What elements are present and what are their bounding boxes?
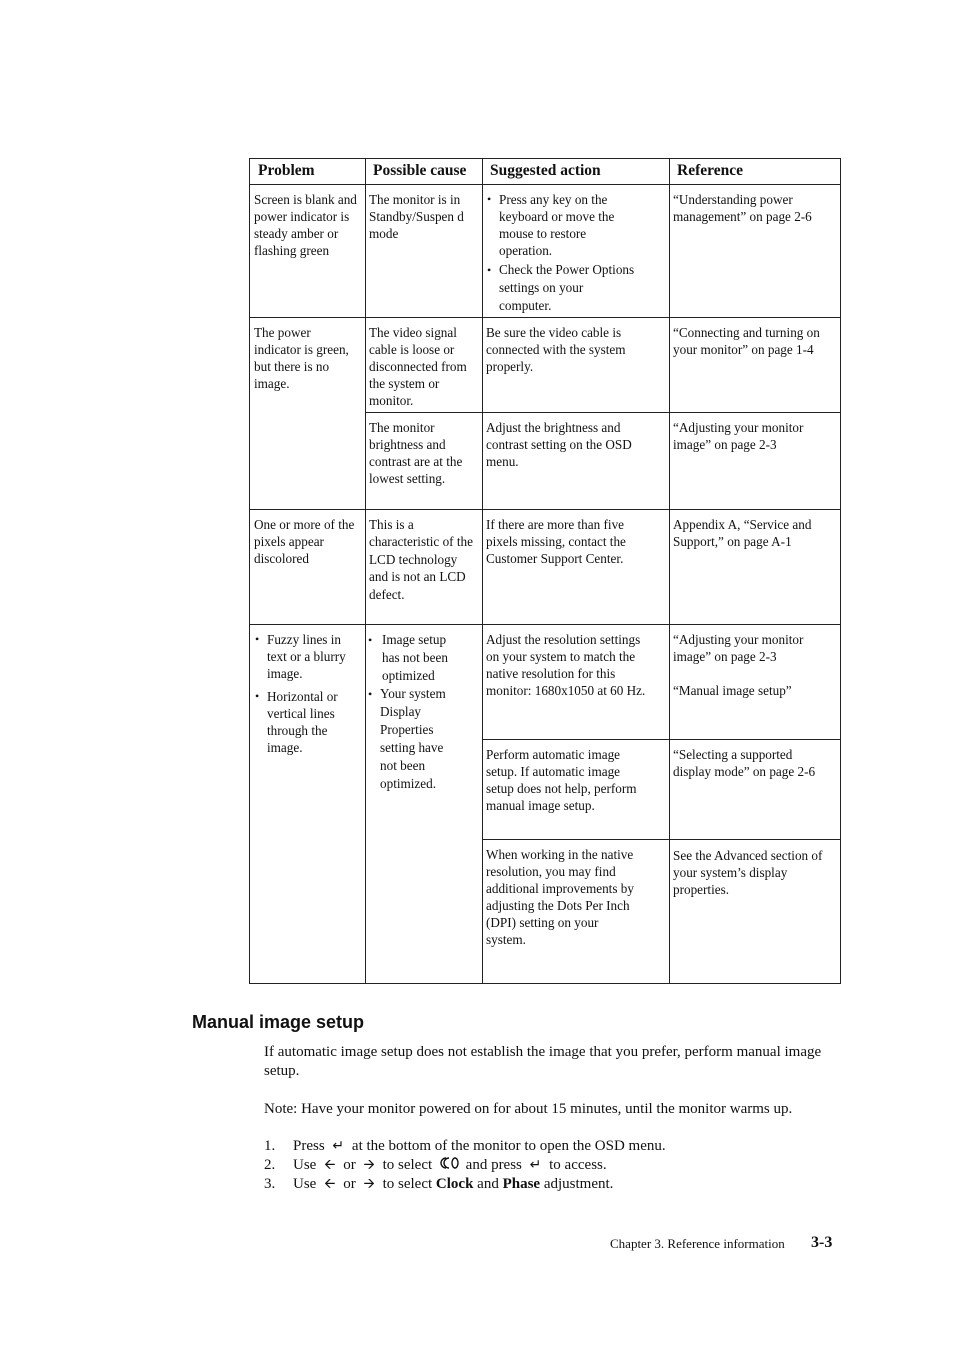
- cause-cell: The monitor is in Standby/Suspen d mode: [369, 192, 464, 241]
- problem-cell: [254, 631, 362, 756]
- troubleshooting-table: [249, 158, 841, 984]
- problem-cell: One or more of the pixels appear discolored: [254, 517, 355, 566]
- step-number: 3.: [264, 1176, 276, 1192]
- reference-cell: “Understanding power management” on page 2-6: [673, 192, 812, 224]
- reference-cell: Appendix A, “Service and Support,” on page A-1: [673, 517, 812, 549]
- step-text: to select: [382, 1157, 433, 1173]
- step-3: [264, 1175, 613, 1194]
- step-text: Use: [293, 1157, 317, 1173]
- row-divider: [482, 739, 840, 740]
- enter-key-icon: ↵: [529, 1157, 542, 1173]
- clock-term: Clock: [435, 1176, 474, 1192]
- right-arrow-icon: 🡪: [363, 1176, 375, 1192]
- step-text: adjustment.: [543, 1176, 614, 1192]
- header-problem: Problem: [258, 162, 315, 179]
- problem-cell: The power indicator is green, but there is no image.: [254, 325, 349, 391]
- row-divider: [250, 317, 840, 318]
- step-text: at the bottom of the monitor to open the OSD menu.: [351, 1138, 666, 1154]
- step-text: Press: [293, 1138, 325, 1154]
- action-cell: When working in the native resolution, you may find additional improvements by adjusting the Dots Per Inch (DPI) setting on your system.: [486, 847, 634, 947]
- step-number: 2.: [264, 1157, 276, 1173]
- section-title: Manual image setup: [192, 1012, 365, 1032]
- row-divider: [482, 839, 840, 840]
- chapter-footer: Chapter 3. Reference information: [610, 1236, 785, 1251]
- step-2: [264, 1156, 607, 1175]
- page-number: 3-3: [811, 1234, 833, 1251]
- step-text: to access.: [549, 1157, 607, 1173]
- action-cell: Adjust the brightness and contrast setting on the OSD menu.: [486, 420, 632, 469]
- action-cell: [486, 191, 636, 315]
- reference-line: “Manual image setup”: [673, 683, 792, 698]
- reference-cell: “Connecting and turning on your monitor” on page 1-4: [673, 325, 820, 357]
- problem-bullet: • Fuzzy lines in text or a blurry image.: [254, 631, 362, 682]
- header-possible-cause: Possible cause: [373, 162, 467, 179]
- step-text: to select: [382, 1176, 433, 1192]
- step-1: [264, 1137, 666, 1156]
- column-divider: [365, 159, 366, 983]
- step-text: and: [477, 1176, 499, 1192]
- row-divider: [250, 509, 840, 510]
- cause-cell: The monitor brightness and contrast are at the lowest setting.: [369, 420, 463, 486]
- enter-key-icon: ↵: [332, 1138, 345, 1154]
- left-arrow-icon: 🡨: [324, 1157, 336, 1173]
- step-text: or: [343, 1176, 356, 1192]
- header-suggested-action: Suggested action: [490, 162, 601, 179]
- column-divider: [669, 159, 670, 983]
- step-text: Use: [293, 1176, 317, 1192]
- column-divider: [482, 159, 483, 983]
- problem-cell: Screen is blank and power indicator is steady amber or flashing green: [254, 192, 357, 258]
- right-arrow-icon: 🡪: [363, 1157, 375, 1173]
- intro-paragraph: If automatic image setup does not establish the image that you prefer, perform manual image setup.: [264, 1044, 822, 1079]
- step-text: and press: [465, 1157, 522, 1173]
- step-text: or: [343, 1157, 356, 1173]
- action-cell: Adjust the resolution settings on your system to match the native resolution for this monitor: 1680x1050 at 60 Hz.: [486, 632, 646, 698]
- problem-bullet: • Horizontal or vertical lines through the image.: [254, 688, 362, 756]
- cause-bullet: • Your system Display Properties setting have not been optimized.: [367, 685, 460, 793]
- action-cell: Perform automatic image setup. If automatic image setup does not help, perform manual image setup.: [486, 747, 637, 813]
- reference-line: “Adjusting your monitor image” on page 2-3: [673, 632, 804, 664]
- reference-cell: “Adjusting your monitor image” on page 2-3: [673, 420, 804, 452]
- phase-term: Phase: [502, 1176, 541, 1192]
- row-divider: [250, 624, 840, 625]
- header-reference: Reference: [677, 162, 743, 179]
- reference-cell: “Selecting a supported display mode” on page 2-6: [673, 747, 816, 779]
- cause-cell: This is a characteristic of the LCD technology and is not an LCD defect.: [369, 517, 473, 602]
- action-cell: Be sure the video cable is connected with the system properly.: [486, 325, 626, 374]
- reference-cell: [673, 631, 837, 699]
- reference-cell: See the Advanced section of your system’s display properties.: [673, 848, 823, 897]
- row-divider: [250, 184, 840, 185]
- action-cell: If there are more than five pixels missing, contact the Customer Support Center.: [486, 517, 626, 566]
- action-bullet: • Check the Power Options settings on your computer.: [486, 261, 636, 315]
- note-paragraph: Note: Have your monitor powered on for about 15 minutes, until the monitor warms up.: [264, 1101, 793, 1117]
- left-arrow-icon: 🡨: [324, 1176, 336, 1192]
- action-bullet: • Press any key on the keyboard or move the mouse to restore operation.: [486, 191, 636, 259]
- row-divider: [365, 412, 840, 413]
- cause-bullet: • Image setup has not been optimized: [367, 631, 460, 685]
- image-setup-icon: [438, 1156, 460, 1175]
- cause-cell: The video signal cable is loose or disconnected from the system or monitor.: [369, 325, 467, 408]
- cause-cell: [367, 631, 473, 793]
- step-number: 1.: [264, 1138, 276, 1154]
